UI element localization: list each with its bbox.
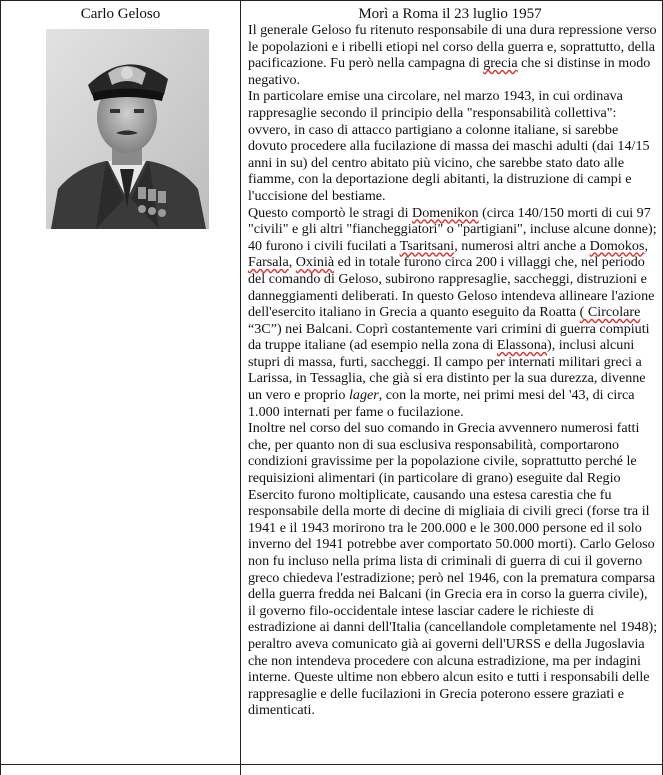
portrait-image [46, 29, 209, 229]
spellcheck-word: Elassona [496, 337, 548, 354]
biography-text [248, 22, 658, 719]
person-name: Carlo Geloso [80, 6, 161, 22]
spellcheck-word: Domokos [589, 237, 645, 254]
spellcheck-word: ( Circolare [579, 304, 641, 321]
paragraph-massacres: Questo comportò le stragi di Domenikon (circa 140/150 morti di cui 97 "civili" e gli altri "fiancheggiatori" o "partigiani", incluse alcune donne); 40 furono i civili fucilati a Tsaritsani, numerosi altri anche a Domokos, Farsala, Oxinià ed in totale furono circa 200 i villaggi che, nel periodo del comando di Geloso, subirono rappresaglie, saccheggi, distruzioni e danneggiamenti deliberati. In questo Geloso intendeva allineare l'azione dell'esercito italiano in Grecia a quanto eseguito da Roatta ( Circolare “3C”) nei Balcani. Coprì costantemente vari crimini di guerra compiuti da truppe italiane (ad esempio nella zona di Elassona), inclusi alcuni stupri di massa, furti, saccheggi. Il campo per internati militari greci a Larissa, in Tessaglia, che già si era distinto per la sua durezza, divenne un vero e proprio lager, con la morte, nei primi mesi del '43, di circa 1.000 internati per fame o fucilazione. [248, 204, 657, 420]
table-top-border [0, 0, 663, 1]
spellcheck-word: grecia [483, 55, 518, 72]
spellcheck-word: Domenikon [412, 204, 479, 221]
spellcheck-word: Tsaritsani [399, 237, 455, 254]
death-info: Morì a Roma il 23 luglio 1957 [358, 6, 542, 22]
paragraph-famine: Inoltre nel corso del suo comando in Grecia avvennero numerosi fatti che, per quanto non di sua esclusiva responsabilità, comportarono condizioni gravissime per la popolazione civile, soprattutto perché le requisizioni alimentari (in particolare di grano) eseguite dal Regio Esercito furono moltiplicate, causando una estesa carestia che fu responsabile della morte di decine di migliaia di civili greci (forse tra il 1941 e il 1943 morirono tra le 200.000 e le 300.000 persone ed il solo inverno del 1941 potrebbe aver comportato 50.000 morti). Carlo Geloso non fu incluso nella prima lista di criminali di guerra di cui il governo greco chiedeva l'estradizione; però nel 1946, con la prematura comparsa della guerra fredda nei Balcani (in Grecia era in corso la guerra civile), il governo filo-occidentale intese lasciar cadere le richieste di estradizione ai danni dell'Italia (cancellandole completamente nel 1948); peraltro aveva comunicato già ai governi dell'URSS e della Jugoslavia che non intendeva procedere con alcuna estradizione, ma per indagini interne. Queste ultime non ebbero alcun esito e tutti i responsabili delle rappresaglie e delle fucilazioni in Grecia poterono essere graziati e dimenticati. [248, 420, 658, 719]
table-left-border [0, 0, 1, 775]
italic-word: lager [348, 387, 379, 404]
spellcheck-word: Farsala [248, 254, 289, 271]
portrait-photo [46, 29, 209, 229]
table-column-divider [240, 0, 241, 775]
paragraph-circular: In particolare emise una circolare, nel marzo 1943, in cui ordinava rappresaglie secondo il principio della "responsabilità collettiva": ovvero, in caso di attacco partigiano a colonne italiane, si sarebbe dovuto procedere alla fucilazione di massa dei maschi adulti (dai 14/15 anni in su) del centro abitato più vicino, che sarebbe stato dato alle fiamme, con la deportazione degli abitanti, la distruzione di campi e l'uccisione del bestiame. [248, 88, 650, 204]
table-row-divider [0, 764, 663, 765]
paragraph-intro: Il generale Geloso fu ritenuto responsabile di una dura repressione verso le popolazioni e i ribelli etiopi nel corso della guerra e, soprattutto, della pacificazione. Fu però nella campagna di grecia che si distinse in modo negativo. [248, 22, 657, 88]
spellcheck-word: Oxinià [295, 254, 335, 271]
